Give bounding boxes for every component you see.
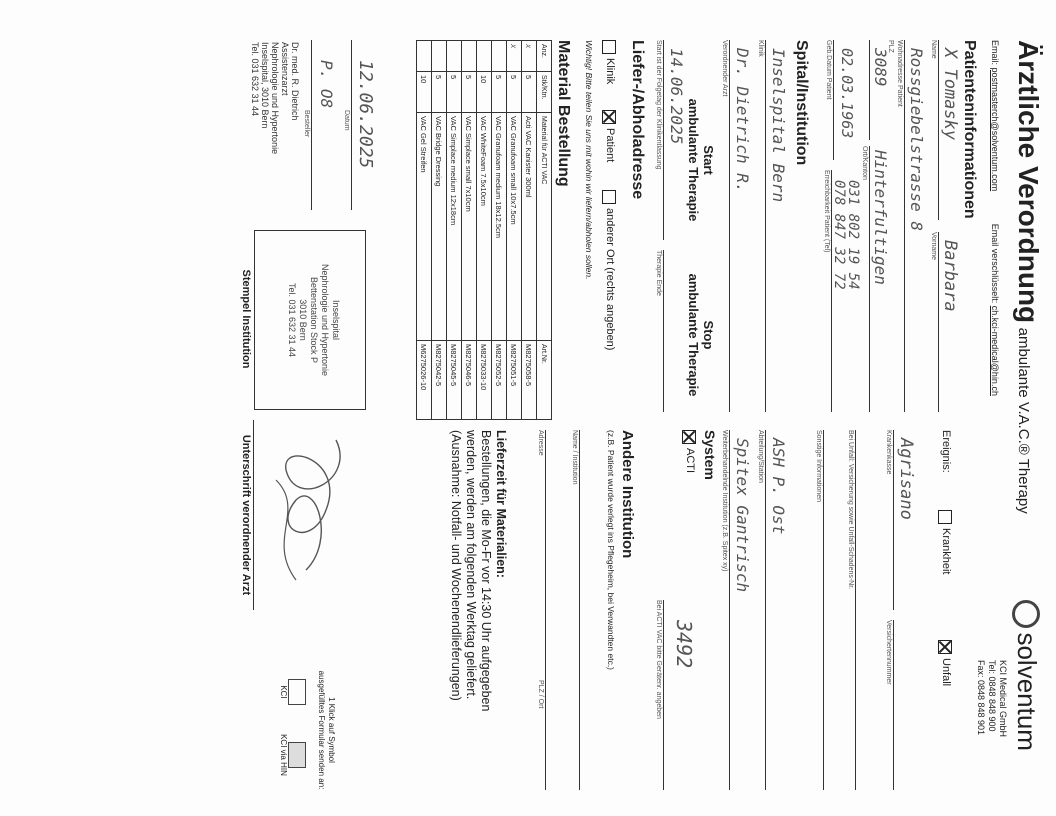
device-number-value[interactable]: 3492 xyxy=(672,620,696,669)
material-table xyxy=(416,40,552,420)
patient-zip-value[interactable]: 3089 xyxy=(871,48,890,87)
envelope-hin-icon xyxy=(288,742,306,768)
table-row: x 5 Acti VAC Kanister 300ml M8275058-5 xyxy=(522,41,537,420)
material-heading: Material Bestellung xyxy=(555,40,572,187)
patient-heading: Patienteninformationen xyxy=(961,40,978,219)
clinic-value[interactable]: Inselspital Bern xyxy=(769,48,788,203)
table-row: 10 VAC WhiteFoam 7.5x10cm M8275033-10 xyxy=(477,41,492,420)
send-kci-hin-button[interactable]: KCI via HIN xyxy=(279,730,306,780)
order-date-value[interactable]: 12.06.2025 xyxy=(355,60,376,169)
institution-stamp: Inselspital Nephrologie und Hypertonie Bettenstation Stock P 3010 Bern Tel. 031 632 31 44 xyxy=(287,263,341,377)
checkbox-krankheit[interactable] xyxy=(938,510,952,524)
delivery-hint: Wichtig! Bitte teilen Sie uns mit wohin wir liefern/abholen sollen. xyxy=(584,40,594,280)
table-row: 5 VAC Simplace small 7x10cm M8275046-5 xyxy=(462,41,477,420)
checkbox-patient[interactable] xyxy=(602,110,616,124)
email-link[interactable]: postmasterch@solventum.com xyxy=(990,67,1000,192)
table-row: 10 VAC Gel Streifen M6275026-10 xyxy=(417,41,432,420)
orderer-value[interactable]: P. O8 xyxy=(317,60,336,109)
other-institution-heading: Andere Institution xyxy=(619,430,636,559)
checkbox-klinik[interactable] xyxy=(602,40,616,54)
patient-phone-values[interactable]: 031 802 19 54 078 847 32 72 xyxy=(831,180,861,290)
patient-firstname-value[interactable]: Barbara xyxy=(940,240,960,312)
doctor-signature-box[interactable] xyxy=(256,420,366,610)
checkbox-anderer-ort[interactable] xyxy=(602,190,616,204)
send-instructions: 1 Klick auf Symbol ausgefülltes Formular senden an: xyxy=(317,670,336,790)
checkbox-unfall[interactable] xyxy=(938,640,952,654)
material-table-header: Anz. Stk/Ktn. Material für ACTI VAC Art.Nr. xyxy=(537,41,552,420)
company-contact: KCI Medical GmbH Tel: 0848 848 900 Fax: 0848 848 901 xyxy=(976,660,1008,738)
patient-address-value[interactable]: Rossgiebelstrasse 8 xyxy=(907,48,926,232)
form-title: Ärztliche Verordnung ambulante V.A.C.® Therapy xyxy=(1013,40,1044,514)
delivery-time-notice: Lieferzeit für Materialien: Bestellungen, die Mo-Fr vor 14:30 Uhr aufgegeben werden, werden am folgenden Werktag geliefert. (Ausnahme: Notfall- und Wochenendlieferungen) xyxy=(449,430,508,712)
ward-value[interactable]: ASH P. Ost xyxy=(769,438,788,535)
solventum-logo-icon xyxy=(1013,600,1041,628)
delivery-heading: Liefer-/Abholadresse xyxy=(629,40,646,200)
insurance-value[interactable]: Agrisano xyxy=(896,438,916,520)
start-therapy-heading: Start ambulante Therapie xyxy=(686,98,716,222)
send-kci-button[interactable]: KCI xyxy=(279,672,306,712)
event-label: Ereignis: xyxy=(940,430,952,473)
table-row: 5 VAC Granufoam medium 18x12.5cm M8275052-5 xyxy=(492,41,507,420)
institution-stamp-box[interactable] xyxy=(254,230,366,410)
envelope-icon xyxy=(288,679,306,705)
patient-city-value[interactable]: Hinterfultigen xyxy=(871,150,890,285)
doctor-value[interactable]: Dr. Dietrich R. xyxy=(733,48,752,193)
patient-dob-value[interactable]: 02.03.1963 xyxy=(838,48,856,139)
rotated-order-form: Ärztliche Verordnung ambulante V.A.C.® Therapy Email: postmasterch@solventum.com Email verschlüsselt: ch.kci-medical@hin.ch solventum KCI Medical GmbH Tel: 0848 848 900 Fax: 0848 848 901 Patienteninformationen X Tomasky Name Barbara Vorname Rossgiebelstrasse 8 Wohnadresse Patient PLZ 3089 Hinterfultigen Ort/Kanton 02.03.1963 Geb.Datum Patient 031 802 19 54 078 847 32 72 Erreichbarkeit Patient (Tel) Ereignis: Krankheit Unfall Agrisano Krankenkasse Versichertennummer Bei Unfall: Versicherung sowie Unfall-Schadens-Nr. Sonstige Informationen Spital/Institution Inselspital Bern Klinik ASH P. Ost Abteilung/Station Dr. Dietrich R. Verordnender Arzt Spitex Gantrisch Weiterbehandelnde Institution (z.B. Spitex xy) Start ambulante Therapie Stop ambulante Therapie 14.06.2025 Start ist der Folgetag der Klinikentlassung Therapie Ende System ACTI 3492 Bei ACTI VAC bitte Gerätenr. angeben Liefer-/Abholadresse Klinik Patient anderer Ort (rechts angeben) Wichtig! Bitte teilen Sie uns mit wohin wir liefern/abholen sollen. Andere Institution (z.B. Patient wurde verlegt ins Pflegeheim, bei Verwandten etc.) Name / Institution Adresse PLZ / Ort Material Bestellung Anz. Stk/Ktn. Material für ACTI VAC Art.Nr. x 5 Acti VAC Kanister 300ml M8275058-5 x 5 VAC Granufoam small 10x7.5cm M8275051-5 5 VAC Granufoam medium 18x12.5cm M8275052-5 10 VAC WhiteFoam 7.5x10cm M8275033-10 5 VAC Simplace small 7x10cm M8275046-5 5 VAC Simplace medium 12x18cm M8275045-5 5 VAC Bridge Dressing M8275042-5 10 VAC Gel Streifen M6275026-10 Lieferzeit für Materialien: Bestellungen, die Mo-Fr vor 14:30 Uhr aufgegeben werden, werden am folgenden Werktag geliefert. (Ausnahme: Notfall- und Wochenendlieferungen) 12.06.2025 Datum P. O8 Besteller Dr. med. R. Dietrich Assistenzarzt Nephrologie und Hypertonie Inselspital, 3010 Bern Tel. 031 632 31 44 Inselspital Nephrologie und Hypertonie Bettenstation Stock P 3010 Bern Tel. 031 632 31 44 Stempel Institution Unterschrift verordnender Arzt 1 Klick auf Symbol ausgefülltes Formular senden an: KCI KCI via HIN xyxy=(0,0,1056,816)
brand-logo: solventum xyxy=(1011,600,1042,800)
signature-scribble xyxy=(256,420,366,610)
email-line: Email: postmasterch@solventum.com Email verschlüsselt: ch.kci-medical@hin.ch xyxy=(990,40,1000,396)
stop-therapy-heading: Stop ambulante Therapie xyxy=(686,273,716,397)
checkbox-acti[interactable] xyxy=(682,430,696,444)
followup-institution-value[interactable]: Spitex Gantrisch xyxy=(733,438,752,593)
doctor-stamp-text: Dr. med. R. Dietrich Assistenzarzt Nephrologie und Hypertonie Inselspital, 3010 Bern Tel. 031 632 31 44 xyxy=(250,42,300,155)
table-row: 5 VAC Simplace medium 12x18cm M8275045-5 xyxy=(447,41,462,420)
therapy-start-value[interactable]: 14.06.2025 xyxy=(667,48,686,145)
email-encrypted-link[interactable]: ch.kci-medical@hin.ch xyxy=(990,305,1000,396)
hospital-heading: Spital/Institution xyxy=(793,40,810,166)
patient-name-value[interactable]: X Tomasky xyxy=(940,48,960,141)
system-heading: System xyxy=(702,430,718,480)
table-row: x 5 VAC Granufoam small 10x7.5cm M8275051-5 xyxy=(507,41,522,420)
table-row: 5 VAC Bridge Dressing M8275042-5 xyxy=(432,41,447,420)
